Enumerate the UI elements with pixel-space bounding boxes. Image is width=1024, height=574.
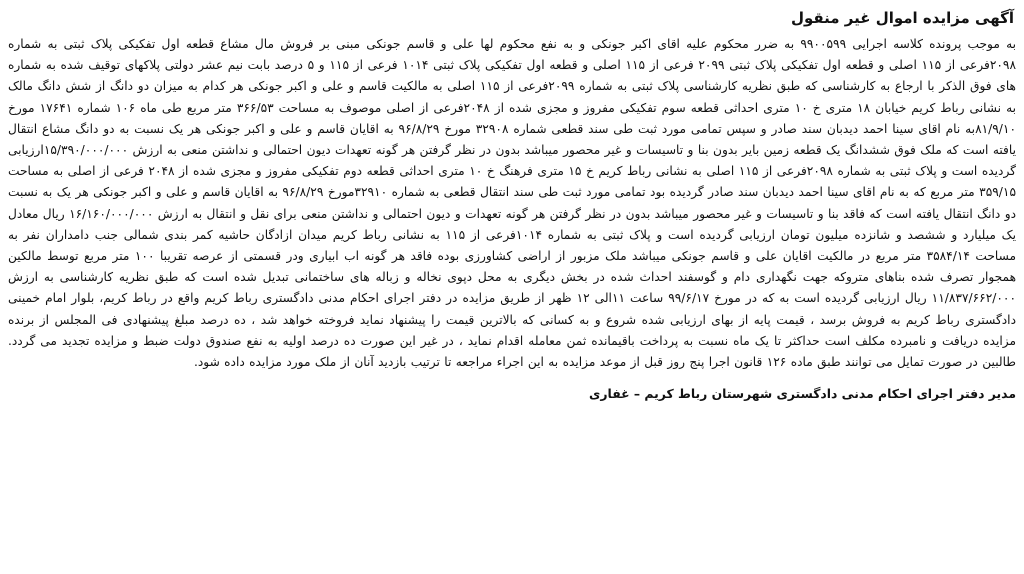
notice-body: به موجب پرونده کلاسه اجرایی ۹۹۰۰۵۹۹ به ضرر محکوم علیه اقای اکبر جونکی و به نفع محکوم لها علی و قاسم جونکی مبنی بر فروش مال مشاع قطعه اول تفکیکی پلاک ثبتی به شماره ۲۰۹۸فرعی از ۱۱۵ اصلی و قطعه اول تفکیکی پلاک ثبتی ۲۰۹۹ فرعی از ۱۱۵ اصلی و قطعه اول تفکیکی پلاک ثبتی ۱۰۱۴ فرعی از ۱۱۵ و ۵ درصد بابت نیم عشر دولتی پلاکهای توقیف شده به شماره های فوق الذکر با ارجاع به کارشناسی که طبق نظریه کارشناسی پلاک ثبتی به شماره ۲۰۹۹فرعی از ۱۱۵ اصلی به مالکیت قاسم و علی و اکبر جونکی هر کدام به میزان دو دانگ از شش دانگ مالک به نشانی رباط کریم خیابان ۱۸ متری خ ۱۰ متری احداثی قطعه سوم تفکیکی مفروز و مجزی شده از ۲۰۴۸فرعی از اصلی موصوف به مساحت ۳۶۶/۵۳ متر مربع طی ماه ۱۰۶ شماره ۱۷۶۴۱ مورخ ۸۱/۹/۱۰به نام اقای سینا احمد دیدبان سند صادر و سپس تمامی مورد ثبت طی سند قطعی شماره ۳۲۹۰۸ مورخ ۹۶/۸/۲۹ به اقایان قاسم و علی و اکبر جونکی هر یک نسبت به دو دانگ مشاع انتقال یافته است که ملک فوق ششدانگ یک قطعه زمین بایر بدون بنا و تاسیسات و غیر محصور میباشد بدون در نظر گرفتن هر گونه تعهدات دیون احتمالی و نداشتن منعی به ارزش ۱۵/۳۹۰/۰۰۰/۰۰۰ارزیابی گردیده است و پلاک ثبتی به شماره ۲۰۹۸فرعی از ۱۱۵ اصلی به نشانی رباط کریم خ ۱۵ متری فرهنگ خ ۱۰ متری احداثی قطعه دوم تفکیکی مفروز و مجزی شده از ۲۰۴۸ فرعی از اصلی به مساحت ۳۵۹/۱۵ متر مربع که به نام اقای سینا احمد دیدبان سند صادر گردیده بود تمامی مورد ثبت طی سند انتقال قطعی به شماره ۳۲۹۱۰مورخ ۹۶/۸/۲۹ به اقایان قاسم و علی و اکبر جونکی هر یک به نسبت دو دانگ انتقال یافته است که فاقد بنا و تاسیسات و غیر محصور میباشد بدون در نظر گرفتن هر گونه تعهدات و دیون احتمالی و نداشتن منعی برای نقل و انتقال به ارزش ۱۶/۱۶۰/۰۰۰/۰۰۰ ریال معادل یک میلیارد و ششصد و شانزده میلیون تومان ارزیابی گردیده است و پلاک ثبتی به شماره ۱۰۱۴فرعی از ۱۱۵ به نشانی رباط کریم میدان ازادگان حاشیه کمر بندی شمالی جنب دامداران نفر به مساحت ۳۵۸۴/۱۴ متر مربع در مالکیت اقایان علی و قاسم جونکی میباشد ملک مزبور از اراضی کشاورزی بوده فاقد هر گونه اب ابیاری ودر قسمتی از عرصه تقریبا ۱۰۰ متر مربع توسط مالکین همجوار تصرف شده بناهای متروکه جهت نگهداری دام و گوسفند احداث شده در بخش دیگری به محل دپوی نخاله و زباله های ساختمانی تبدیل شده است که طبق نظریه کارشناسی به ارزش ۱۱/۸۳۷/۶۶۲/۰۰۰ ریال ارزیابی گردیده است به که در مورخ ۹۹/۶/۱۷ ساعت ۱۱الی ۱۲ ظهر از طریق مزایده در دفتر اجرای احکام مدنی دادگستری رباط کریم واقع در رباط کریم، بلوار امام خمینی دادگستری رباط کریم به فروش برسد ، قیمت پایه از بهای ارزیابی شده شروع و به کسانی که بالاترین قیمت را پیشنهاد نماید فروخته خواهد شد ، ده درصد مبلغ پیشنهادی فی المجلس از برنده مزایده دریافت و نامبرده مکلف است حداکثر تا یک ماه نسبت به پرداخت باقیمانده ثمن معامله اقدام نماید ، در غیر این صورت ده درصد اولیه به نفع صندوق دولت ضبط و مزایده تجدید می گردد. طالبین در صورت تمایل می توانند طبق ماده ۱۲۶ قانون اجرا پنج روز قبل از موعد مزایده به این اجراء مراجعه تا ترتیب بازدید آنان از ملک مورد مزایده داده شود.: [8, 37, 1017, 370]
notice-signature: مدیر دفتر اجرای احکام مدنی دادگستری شهرستان رباط کریم – غفاری: [589, 386, 1016, 402]
notice-title: آگهی مزایده اموال غیر منقول: [790, 9, 1014, 27]
